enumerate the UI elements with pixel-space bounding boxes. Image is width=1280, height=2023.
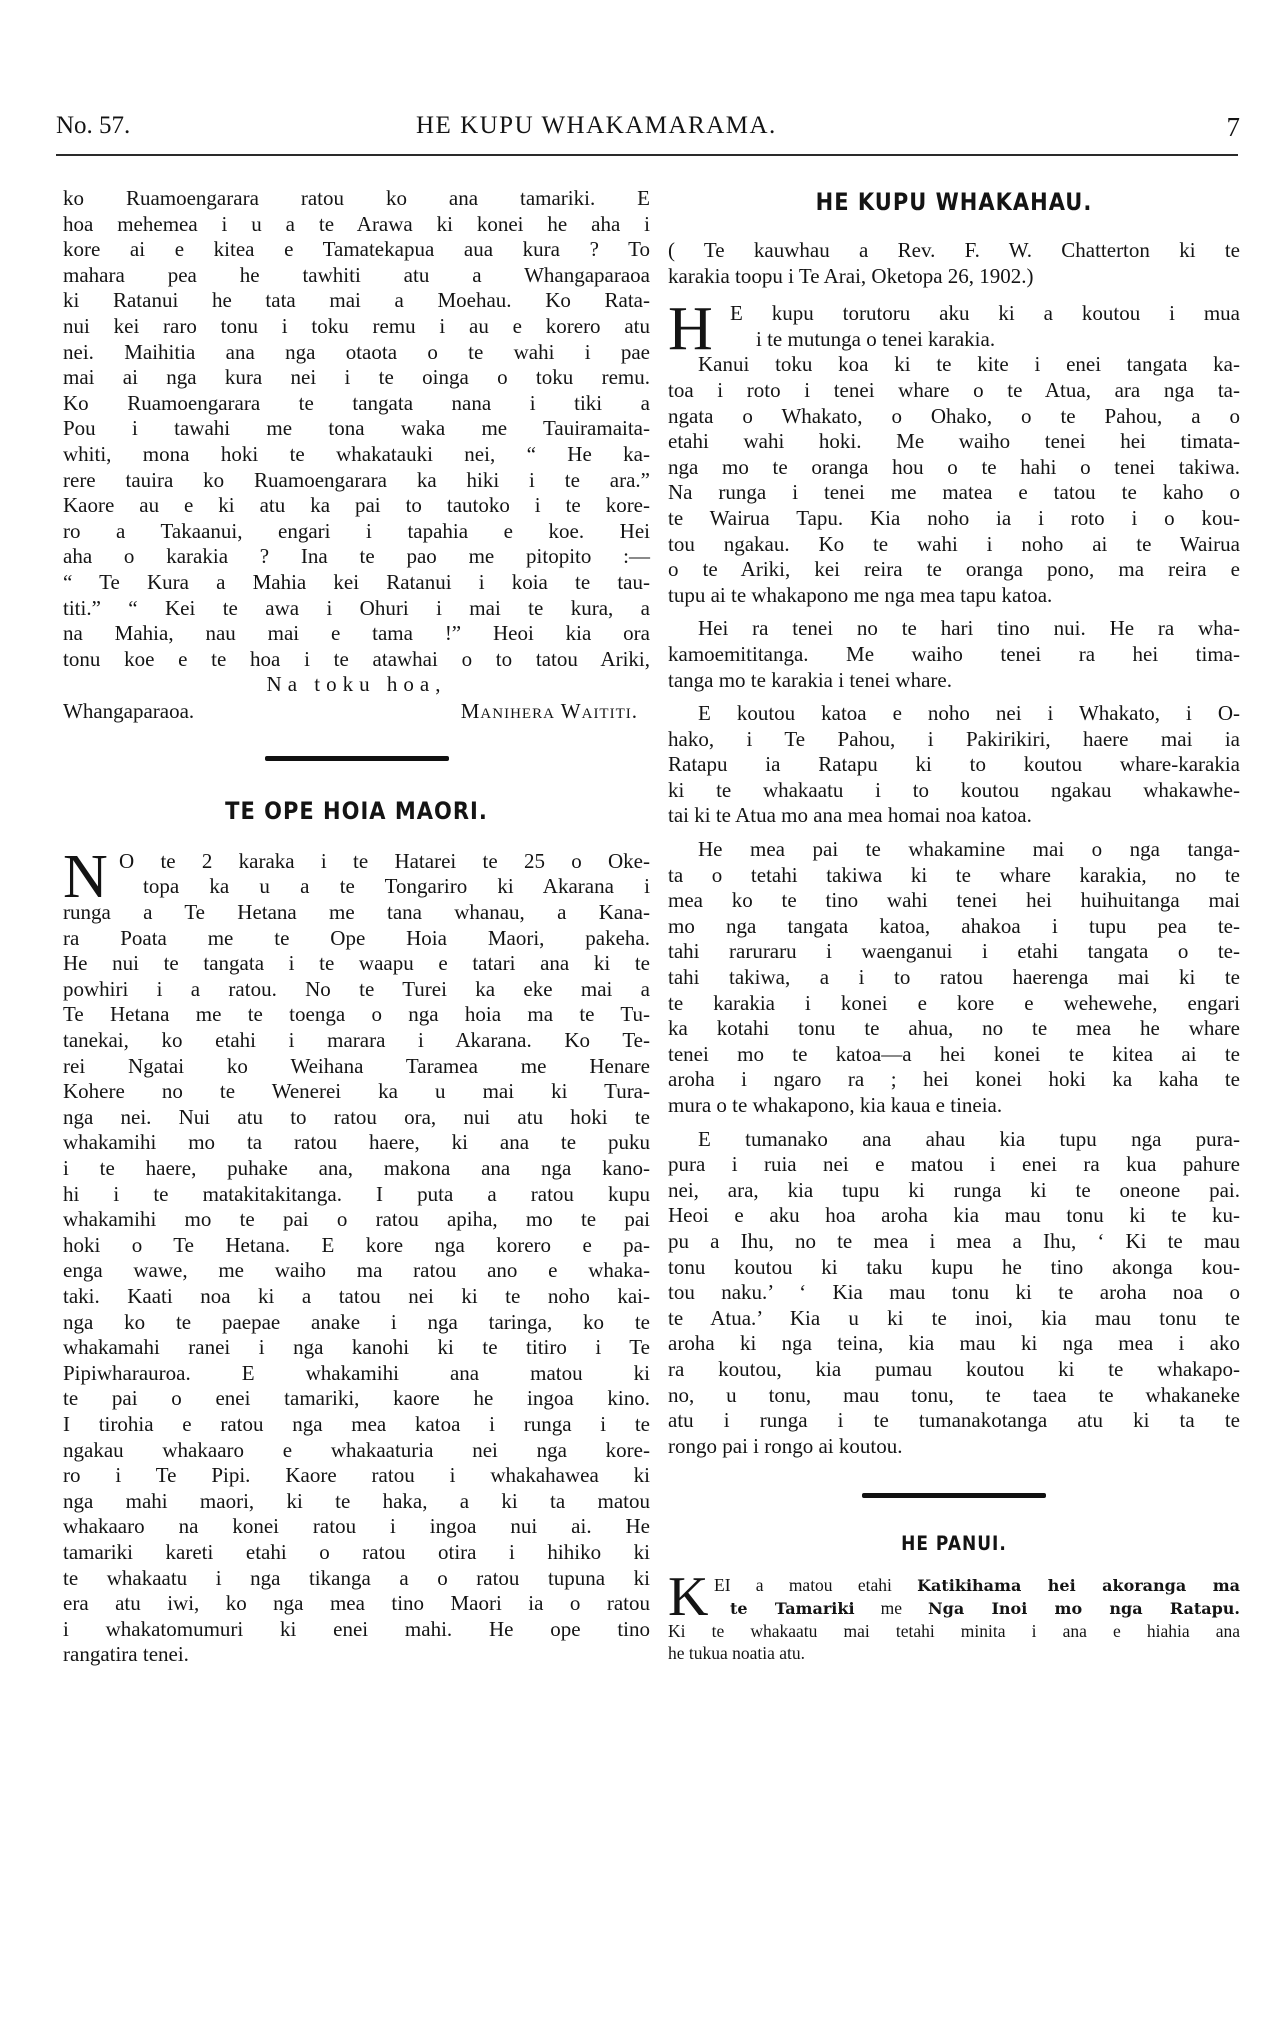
- letter-line: Pou i tawahi me tona waka me Tauiramaita-: [63, 416, 650, 441]
- sermon-subtitle-line: ( Te kauwhau a Rev. F. W. Chatterton ki te: [668, 238, 1240, 262]
- article-line: Te Hetana me te toenga o nga hoia ma te Tu-: [63, 1002, 650, 1027]
- letter-line: mahara pea he tawhiti atu a Whangaparaoa: [63, 262, 650, 287]
- sermon-line: tahi takiwa, a i to ratou haerenga mai ki te: [668, 965, 1240, 990]
- sermon-title: HE KUPU WHAKAHAU.: [815, 188, 1093, 216]
- article-line: hi i te matakitakitanga. I puta a ratou kupu: [63, 1181, 650, 1206]
- letter-line: ko Ruamoengarara ratou ko ana tamariki. E: [63, 186, 650, 210]
- article-line: tanekai, ko etahi i marara i Akarana. Ko Te-: [63, 1028, 650, 1053]
- sermon-opening: [668, 295, 1240, 364]
- letter-signature: Manihera Waititi.: [460, 698, 638, 723]
- sermon-line: tou naku.’ ‘ Kia mau tonu ki te aroha noa o: [668, 1280, 1240, 1305]
- sermon-line: o te Ariki, kei reira te oranga pono, ma reira e: [668, 557, 1240, 582]
- sermon-line: pu a Ihu, no te mea i mea a Ihu, ‘ Ki te mau: [668, 1228, 1240, 1253]
- notice-bold-text: te Tamariki: [730, 1599, 855, 1619]
- sermon-line: hako, i Te Pahou, i Pakirikiri, haere mai ia: [668, 726, 1240, 751]
- letter-line: tonu koe e te hoa i te atawhai o to tatou Ariki,: [63, 646, 650, 671]
- article-line: i te haere, puhake ana, makona ana nga kano-: [63, 1156, 650, 1180]
- sermon-line: ka kotahi tonu te ahua, no te mea he whare: [668, 1016, 1240, 1041]
- letter-line: whiti, mona hoki te whakatauki nei, “ He ka-: [63, 441, 650, 466]
- article-line: nga mahi maori, ki te haka, a ki ta matou: [63, 1488, 650, 1513]
- letter-line: titi.” “ Kei te awa i Ohuri i mai te kura, a: [63, 595, 650, 620]
- sermon-line: He mea pai te whakamine mai o nga tanga-: [698, 837, 1240, 862]
- notice-line: [668, 1574, 1240, 1597]
- sermon-line: te Atua.’ Kia u ki te inoi, kia mau tonu te: [668, 1305, 1240, 1330]
- sermon-line: E kupu torutoru aku ki a koutou i mua: [730, 301, 1240, 326]
- notice-body: [668, 1566, 1240, 1664]
- article-line: I tirohia e ratou nga mea katoa i runga i te: [63, 1411, 650, 1436]
- letter-line: na Mahia, nau mai e tama !” Heoi kia ora: [63, 621, 650, 646]
- article-line: whakamahi ranei i nga kanohi ki te titiro i Te: [63, 1335, 650, 1360]
- article-line: rei Ngatai ko Weihana Taramea me Henare: [63, 1053, 650, 1078]
- sermon-line: tonu koutou ki taku kupu he tino akonga kou-: [668, 1254, 1240, 1279]
- dropcap-letter: N: [63, 842, 108, 911]
- sermon-line: mo nga tangata katoa, ahakoa i tupu pea te-: [668, 913, 1240, 938]
- article-line: era atu iwi, ko nga mea tino Maori ia o ratou: [63, 1591, 650, 1616]
- article-line: He nui te tangata i te waapu e tatari ana ki te: [63, 951, 650, 976]
- article-body: [63, 900, 650, 1668]
- sermon-line: atu i runga i te tumanakotanga atu ki ta te: [668, 1408, 1240, 1433]
- notice-text: EI a matou etahi: [714, 1575, 918, 1596]
- letter-line: nei. Maihitia ana nga otaota o te wahi i pae: [63, 339, 650, 364]
- sermon-line: nei, ara, kia tupu ki runga ki te oneone pai.: [668, 1177, 1240, 1202]
- article-line: ngakau whakaaro e whakaaturia nei nga kore-: [63, 1437, 650, 1462]
- notice-bold-text: Katikihama hei akoranga ma: [917, 1576, 1240, 1596]
- sermon-line: Hei ra tenei no te hari tino nui. He ra wha-: [698, 616, 1240, 641]
- article-line: O te 2 karaka i te Hatarei te 25 o Oke-: [119, 848, 650, 873]
- sermon-line: tou ngakau. Ko te wahi i noho ai te Wairua: [668, 531, 1240, 556]
- article-line: runga a Te Hetana me tana whanau, a Kana-: [63, 900, 650, 925]
- article-line: topa ka u a te Tongariro ki Akarana i: [143, 874, 650, 899]
- sermon-line: tahi raruraru i waenganui i etahi tangata o te-: [668, 939, 1240, 964]
- header-rule: [56, 154, 1238, 156]
- article-line: ra Poata me te Ope Hoia Maori, pakeha.: [63, 925, 650, 950]
- sermon-line: kamoemititanga. Me waiho tenei ra hei tima-: [668, 641, 1240, 666]
- sermon-subtitle-line: karakia toopu i Te Arai, Oketopa 26, 1902.): [668, 263, 1034, 288]
- article-opening: [63, 842, 650, 911]
- running-title: HE KUPU WHAKAMARAMA.: [416, 112, 777, 139]
- sermon-line: mura o te whakapono, kia kaua e tineia.: [668, 1093, 1003, 1117]
- notice-line: he tukua noatia atu.: [668, 1643, 806, 1664]
- letter-signoff: [63, 698, 650, 724]
- notice-line: Ki te whakaatu mai tetahi minita i ana e hiahia ana: [668, 1621, 1240, 1642]
- sermon-line: mea ko te tino wahi tenei hei huihuitanga mai: [668, 888, 1240, 913]
- article-line: whakaaro na konei ratou i ingoa nui ai. He: [63, 1514, 650, 1539]
- sermon-line: te karakia i konei e kore e wehewehe, engari: [668, 990, 1240, 1015]
- article-line: i whakatomumuri ki enei mahi. He ope tino: [63, 1616, 650, 1641]
- article-line: ro i Te Pipi. Kaore ratou i whakahawea ki: [63, 1463, 650, 1488]
- sermon-line: tai ki te Atua mo ana mea homai noa katoa.: [668, 803, 1032, 828]
- dropcap-letter: K: [668, 1566, 709, 1629]
- letter-body: [63, 186, 650, 672]
- sermon-line: E koutou katoa e noho nei i Whakato, i O-: [698, 701, 1240, 726]
- sermon-line: E tumanako ana ahau kia tupu nga pura-: [698, 1126, 1240, 1151]
- article-line: Kohere no te Wenerei ka u mai ki Tura-: [63, 1079, 650, 1104]
- letter-line: Kaore au e ki atu ka pai to tautoko i te kore-: [63, 493, 650, 518]
- article-line: rangatira tenei.: [63, 1642, 189, 1667]
- letter-closing: Na toku hoa,: [266, 672, 447, 697]
- sermon-paragraph: [668, 352, 1240, 608]
- article-line: nga nei. Nui atu to ratou ora, nui atu hoki te: [63, 1104, 650, 1129]
- notice-bold-text: Nga Inoi mo nga Ratapu.: [928, 1599, 1240, 1619]
- notice-line: [668, 1597, 1240, 1620]
- article-line: te whakaatu i nga tikanga a o ratou tupuna ki: [63, 1565, 650, 1590]
- notice-text: me: [854, 1598, 929, 1619]
- page-number: 7: [1226, 112, 1240, 142]
- article-line: tamariki kareti etahi o ratou otira i hihiko ki: [63, 1539, 650, 1564]
- sermon-line: nga mo te oranga hou o te hahi o tenei takiwa.: [668, 454, 1240, 479]
- letter-line: rere tauira ko Ruamoengarara ka hiki i te ara.”: [63, 467, 650, 492]
- sermon-line: ngata o Whakato, o Ohako, o te Pahou, a o: [668, 403, 1240, 428]
- article-line: taki. Kaati noa ki a tatou nei ki te noho kai-: [63, 1283, 650, 1308]
- sermon-paragraph: [668, 837, 1240, 1119]
- sermon-paragraph: [668, 701, 1240, 829]
- letter-line: kore ai e kitea e Tamatekapua aua kura ? To: [63, 237, 650, 262]
- article-line: hoki o Te Hetana. E kore nga korero e pa-: [63, 1232, 650, 1257]
- sermon-line: ki te whakaatu i to koutou ngakau whakawhe-: [668, 777, 1240, 802]
- notice-title: HE PANUI.: [901, 1532, 1007, 1556]
- sermon-line: aroha ki nga teina, kia mau ki nga mea i ako: [668, 1331, 1240, 1356]
- article-line: whakamihi mo te pai o ratou apiha, mo te pai: [63, 1207, 650, 1232]
- article-line: Pipiwharauroa. E whakamihi ana matou ki: [63, 1360, 650, 1385]
- right-column: [668, 186, 1240, 1664]
- letter-line: aha o karakia ? Ina te pao me pitopito :—: [63, 544, 650, 569]
- letter-line: nui kei raro tonu i toku remu i au e korero atu: [63, 313, 650, 338]
- sermon-line: tanga mo te karakia i tenei whare.: [668, 667, 952, 692]
- article-line: nga ko te paepae anake i nga taringa, ko te: [63, 1309, 650, 1334]
- sermon-line: Kanui toku koa ki te kite i enei tangata ka-: [698, 352, 1240, 377]
- sermon-line: toa i roto i tenei whare o te Atua, ara nga ta-: [668, 377, 1240, 402]
- sermon-line: i te mutunga o tenei karakia.: [756, 326, 996, 351]
- sermon-line: etahi wahi hoki. Me waiho tenei hei timata-: [668, 429, 1240, 454]
- article-line: powhiri i a ratou. No te Turei ka eke mai a: [63, 976, 650, 1001]
- sermon-line: ra koutou, kia pumau koutou ki te whakapo-: [668, 1356, 1240, 1381]
- sermon-line: Na runga i tenei me matea e tatou te kaho o: [668, 480, 1240, 505]
- sermon-line: tenei mo te katoa—a hei konei te kitea ai te: [668, 1041, 1240, 1066]
- article-line: te pai o enei tamariki, kaore he ingoa kino.: [63, 1386, 650, 1411]
- sermon-line: ta o tetahi takiwa ki te whare karakia, no te: [668, 862, 1240, 887]
- letter-line: ki Ratanui he tata mai a Moehau. Ko Rata-: [63, 288, 650, 313]
- sermon-body: [668, 352, 1240, 1459]
- sermon-line: rongo pai i rongo ai koutou.: [668, 1433, 903, 1458]
- letter-line: hoa mehemea i u a te Arawa ki konei he aha i: [63, 211, 650, 236]
- sermon-line: Heoi e aku hoa aroha kia mau tonu ki te ku-: [668, 1203, 1240, 1228]
- sermon-line: no, u tonu, mau tonu, te taea te whakaneke: [668, 1382, 1240, 1407]
- sermon-line: aroha i ngaro ra ; hei konei hoki ka kaha te: [668, 1067, 1240, 1092]
- letter-line: Ko Ruamoengarara te tangata nana i tiki a: [63, 390, 650, 415]
- sermon-line: pura i ruia nei e matou i enei ra kua pahure: [668, 1152, 1240, 1177]
- sermon-paragraph: [668, 1127, 1240, 1460]
- sermon-line: te Wairua Tapu. Kia noho ia i roto i o kou-: [668, 505, 1240, 530]
- letter-line: “ Te Kura a Mahia kei Ratanui i koia te tau-: [63, 569, 650, 594]
- issue-number: No. 57.: [56, 112, 131, 139]
- article-line: enga wawe, me waiho ma ratou ano e whaka-: [63, 1258, 650, 1283]
- sermon-line: Ratapu ia Ratapu ki to koutou whare-karakia: [668, 752, 1240, 777]
- letter-place: Whangaparaoa.: [63, 698, 195, 723]
- left-column: [63, 186, 650, 1668]
- article-line: whakamihi mo ta ratou haere, ki ana te puku: [63, 1130, 650, 1155]
- sermon-paragraph: [668, 616, 1240, 693]
- sermon-line: tupu ai te whakapono me nga mea tapu katoa.: [668, 582, 1053, 607]
- letter-line: ro a Takaanui, engari i tapahia e koe. Hei: [63, 518, 650, 543]
- letter-line: mai ai nga kura nei i te oinga o toku remu.: [63, 365, 650, 390]
- article-title: TE OPE HOIA MAORI.: [225, 797, 488, 825]
- page-header: [56, 112, 1240, 158]
- dropcap-letter: H: [668, 295, 713, 364]
